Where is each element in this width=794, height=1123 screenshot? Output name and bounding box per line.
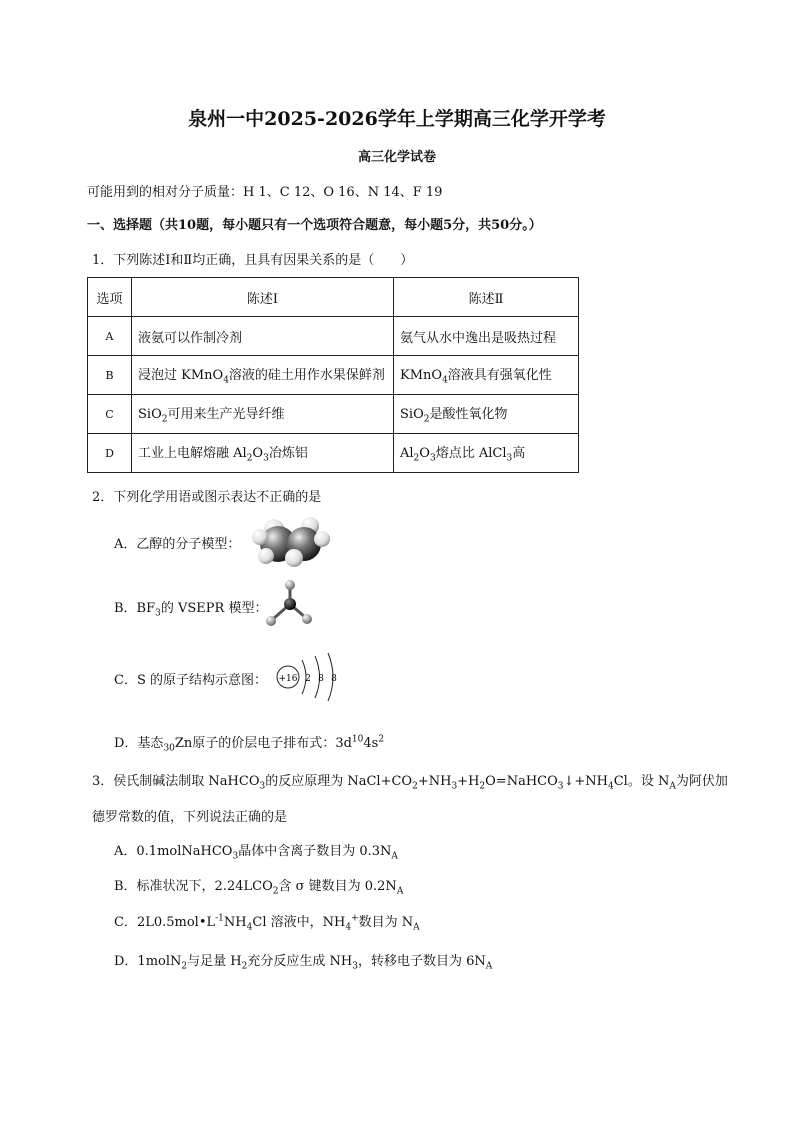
- q3-stem-line-2: 德罗常数的值，下列说法正确的是: [92, 810, 288, 825]
- table-row: [88, 434, 579, 473]
- row-statement-1: 浸泡过 KMnO$_4$溶液的硅土用作水果保鲜剂: [132, 356, 394, 395]
- table-row: [88, 395, 579, 434]
- row-statement-1: SiO$_2$可用来生产光导纤维: [132, 395, 394, 434]
- shell-2-electrons: 8: [318, 674, 324, 684]
- row-statement-2: KMnO$_4$溶液具有强氧化性: [394, 356, 579, 395]
- ethanol-model-icon: [250, 514, 336, 570]
- header-statement-2: 陈述Ⅱ: [394, 278, 579, 317]
- q2-option-c: C．S 的原子结构示意图：: [114, 673, 267, 688]
- header-statement-1: 陈述Ⅰ: [132, 278, 394, 317]
- section-heading: 一、选择题（共10题，每小题只有一个选项符合题意，每小题5分，共50分。）: [87, 218, 542, 233]
- q2-option-d: D．基态$_{30}$Zn原子的价层电子排布式：$3d^{10}4s^2$: [114, 734, 385, 754]
- q3-option-b: B．标准状况下，$2.24LCO_2$含 σ 键数目为 $0.2N_A$: [114, 879, 404, 897]
- row-option: D: [88, 434, 132, 473]
- nucleus-charge: +16: [278, 674, 298, 684]
- shell-3-electrons: 8: [331, 674, 337, 684]
- row-statement-2: $Al_2O_3$熔点比 AlCl$_3$高: [394, 434, 579, 473]
- q2-option-a: A．乙醇的分子模型：: [114, 537, 241, 552]
- header-option: 选项: [88, 278, 132, 317]
- q1-table-header: [88, 278, 579, 317]
- atomic-masses-line: 可能用到的相对分子质量：H 1、C 12、O 16、N 14、F 19: [87, 185, 443, 200]
- q2-option-b: B．$BF_3$的 VSEPR 模型：: [114, 601, 268, 619]
- sulfur-atom-structure-icon: [274, 650, 344, 702]
- q2-stem: 2．下列化学用语或图示表达不正确的是: [92, 490, 322, 505]
- row-option: B: [88, 356, 132, 395]
- row-option: C: [88, 395, 132, 434]
- row-option: A: [88, 317, 132, 356]
- row-statement-2: 氨气从水中逸出是吸热过程: [394, 317, 579, 356]
- table-row: [88, 317, 579, 356]
- q1-table: [87, 277, 579, 473]
- q1-stem: 1．下列陈述Ⅰ和Ⅱ均正确，且具有因果关系的是（ ）: [92, 253, 414, 268]
- page-subtitle: 高三化学试卷: [357, 150, 436, 165]
- row-statement-1: 工业上电解熔融 $Al_2O_3$冶炼铝: [132, 434, 394, 473]
- shell-1-electrons: 2: [305, 674, 311, 684]
- q3-option-a: A．0.1molNaHCO$_3$晶体中含离子数目为 $0.3N_A$: [114, 844, 398, 862]
- bf3-vsepr-model-icon: [262, 578, 318, 630]
- table-row: [88, 356, 579, 395]
- q3-option-c: C．$2L0.5mol•L^{-1}NH_4Cl$ 溶液中，$NH_4^+$数目为 $N_A$: [114, 913, 420, 933]
- page-title: 泉州一中2025-2026学年上学期高三化学开学考: [188, 108, 606, 130]
- row-statement-2: SiO$_2$是酸性氧化物: [394, 395, 579, 434]
- row-statement-1: 液氨可以作制冷剂: [132, 317, 394, 356]
- q3-stem-line-1: 3．侯氏制碱法制取 NaHCO$_3$的反应原理为 $NaCl+CO_2+NH_3+H_2O=NaHCO_3↓+NH_4Cl$。设 $N_A$为阿伏加: [92, 774, 728, 792]
- q3-option-d: D．1molN$_2$与足量 $H_2$充分反应生成 $NH_3$，转移电子数目为 $6N_A$: [114, 954, 493, 972]
